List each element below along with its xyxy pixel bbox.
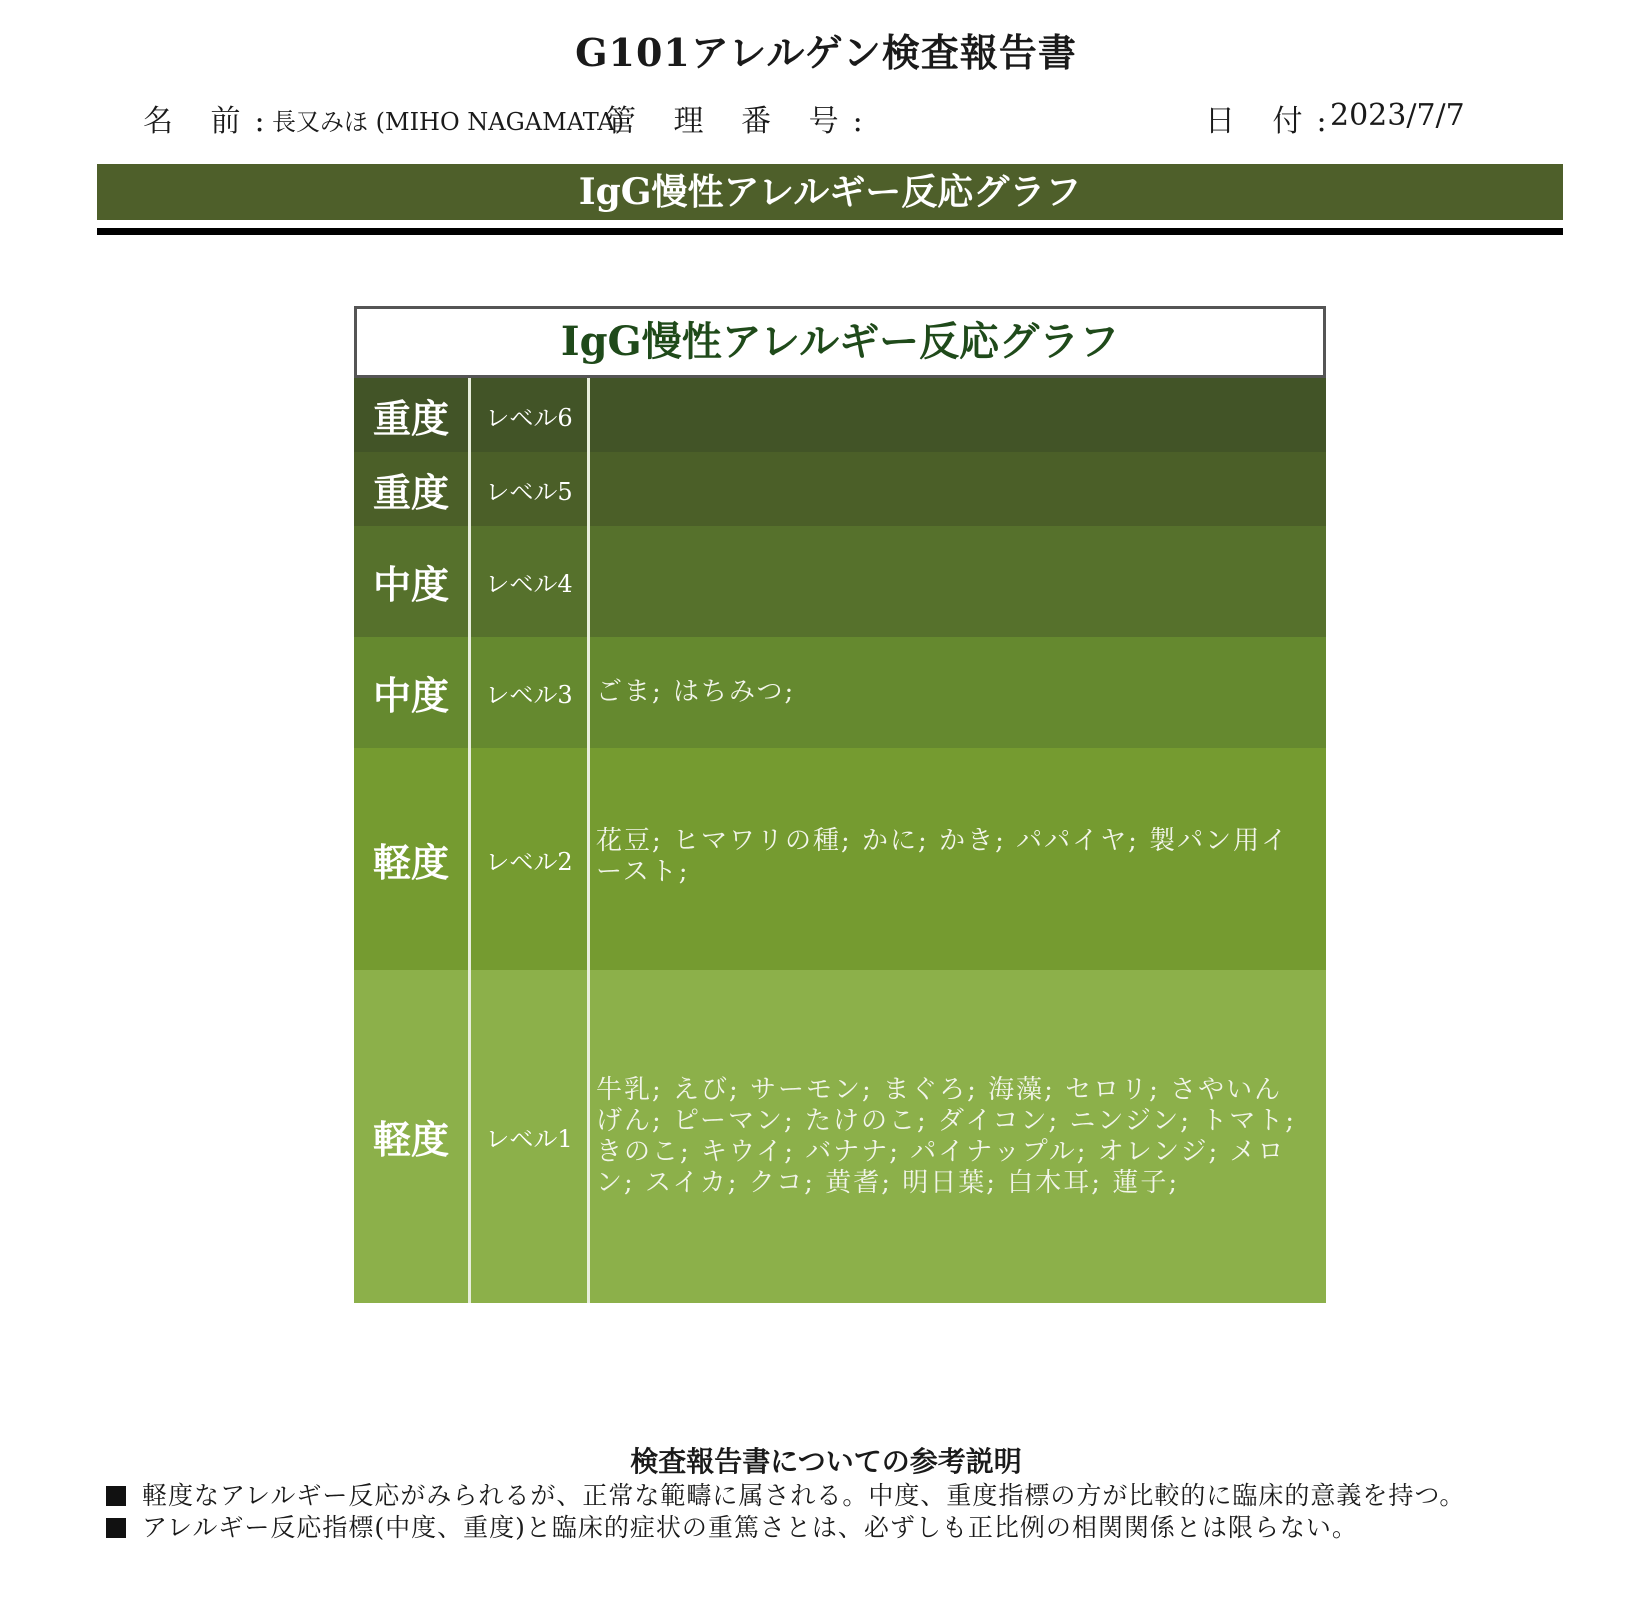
note-text: 軽度なアレルギー反応がみられるが、正常な範疇に属される。中度、重度指標の方が比較的に臨床的意義を持つ。 xyxy=(142,1481,1466,1510)
severity-label: 重度 xyxy=(354,378,471,452)
allergen-list xyxy=(590,378,1326,452)
square-bullet-icon xyxy=(106,1518,126,1538)
severity-label: 中度 xyxy=(354,526,471,637)
graph-row-level-3 xyxy=(354,637,1326,748)
allergen-list: ごま; はちみつ; xyxy=(596,677,796,707)
level-label: レベル3 xyxy=(471,637,590,748)
report-title: G101アレルゲン検査報告書 xyxy=(575,30,1077,75)
severity-label: 中度 xyxy=(354,637,471,748)
name-value: 長又みほ (MIHO NAGAMATA) xyxy=(272,108,625,136)
note-item xyxy=(106,1476,1465,1512)
notes-title: 検査報告書についての参考説明 xyxy=(630,1445,1022,1478)
name-label: 名 前: xyxy=(143,104,279,139)
graph-row-level-6 xyxy=(354,378,1326,452)
allergen-list: 花豆; ヒマワリの種; かに; かき; パパイヤ; 製パン用イースト; xyxy=(596,826,1290,887)
date-label: 日 付: xyxy=(1205,104,1341,139)
allergy-graph xyxy=(354,306,1326,1303)
note-item xyxy=(106,1508,1358,1544)
graph-row-level-1 xyxy=(354,970,1326,1303)
severity-label: 軽度 xyxy=(354,970,471,1303)
level-label: レベル4 xyxy=(471,526,590,637)
graph-row-level-5 xyxy=(354,452,1326,526)
level-label: レベル6 xyxy=(471,378,590,452)
allergen-list: 牛乳; えび; サーモン; まぐろ; 海藻; セロリ; さやいんげん; ピーマン; たけのこ; ダイコン; ニンジン; トマト; きのこ; キウイ; バナナ; パイナップル; オレンジ; メロン; スイカ; クコ; 黄耆; 明日葉; 白木耳; 蓮子; xyxy=(596,1074,1296,1198)
graph-row-level-4 xyxy=(354,526,1326,637)
severity-label: 軽度 xyxy=(354,748,471,970)
date-value: 2023/7/7 xyxy=(1330,98,1465,133)
section-banner: IgG慢性アレルギー反応グラフ xyxy=(97,164,1563,220)
banner-divider xyxy=(97,228,1563,235)
graph-title: IgG慢性アレルギー反応グラフ xyxy=(354,306,1326,378)
allergen-list xyxy=(590,452,1326,526)
allergen-list xyxy=(590,526,1326,637)
severity-label: 重度 xyxy=(354,452,471,526)
level-label: レベル2 xyxy=(471,748,590,970)
level-label: レベル5 xyxy=(471,452,590,526)
square-bullet-icon xyxy=(106,1486,126,1506)
graph-row-level-2 xyxy=(354,748,1326,970)
patient-info-row xyxy=(0,92,1652,142)
level-label: レベル1 xyxy=(471,970,590,1303)
management-number-label: 管 理 番 号: xyxy=(606,104,877,139)
note-text: アレルギー反応指標(中度、重度)と臨床的症状の重篤さとは、必ずしも正比例の相関関係とは限らない。 xyxy=(142,1513,1358,1542)
